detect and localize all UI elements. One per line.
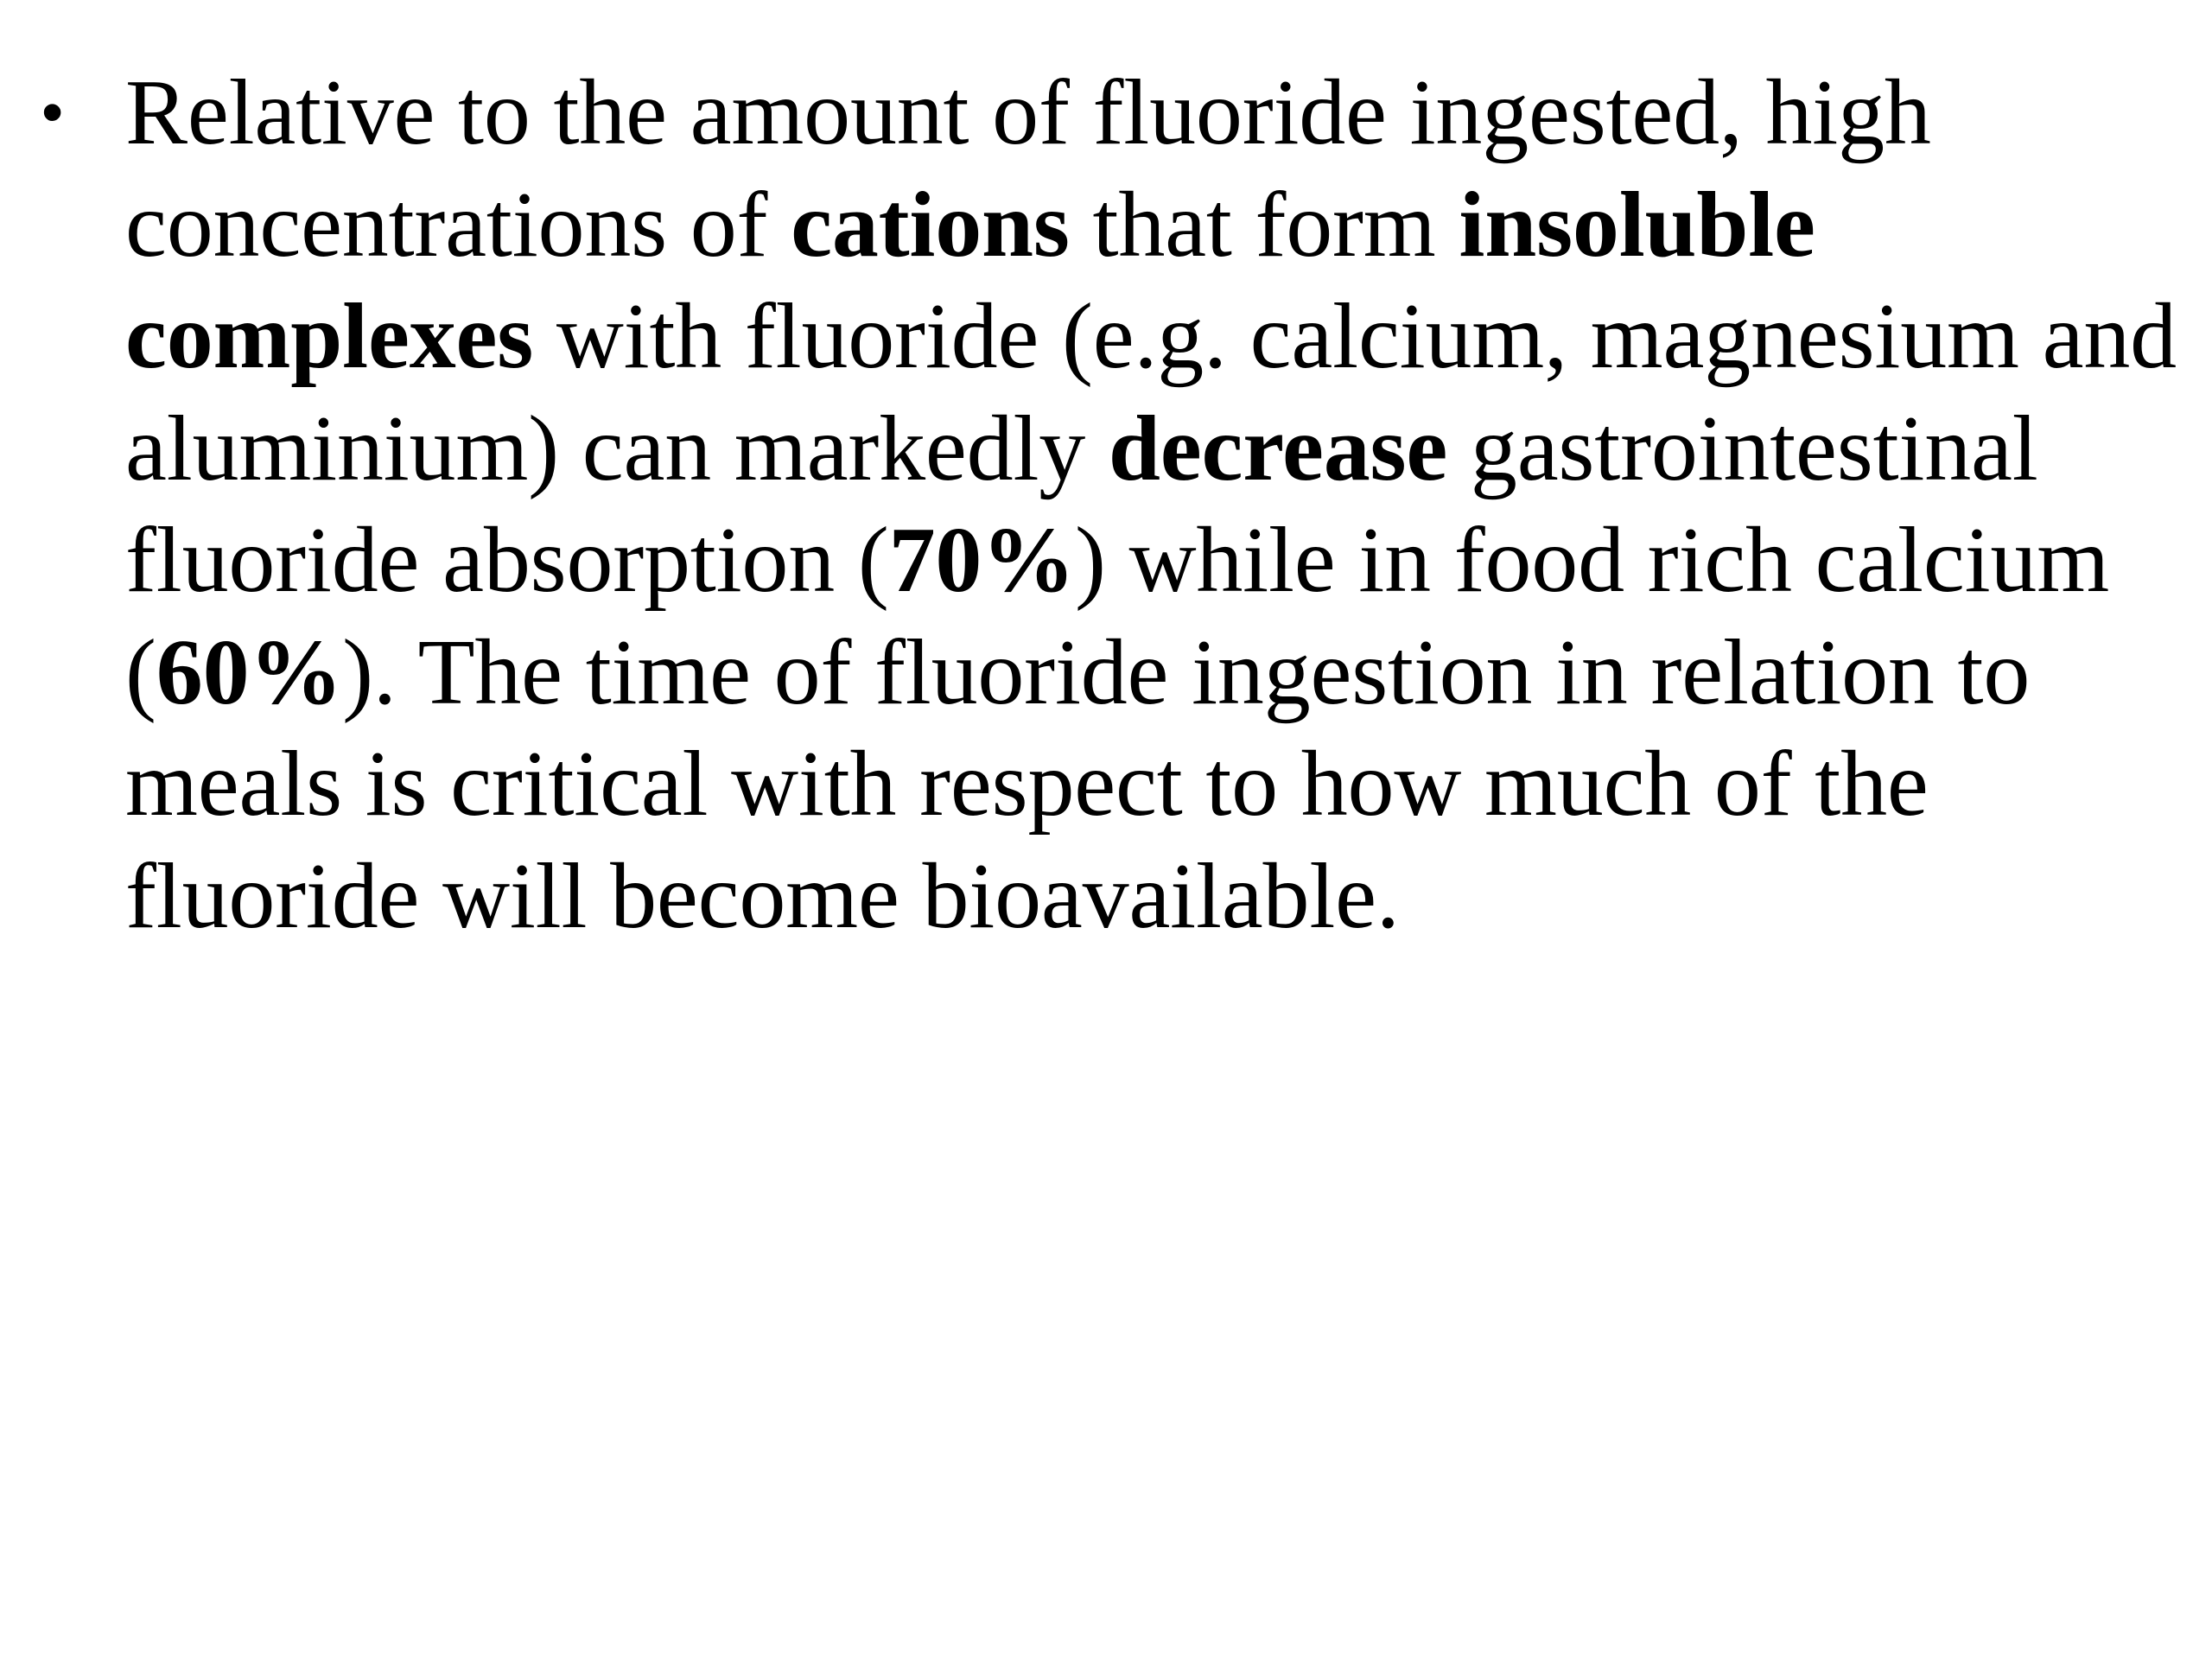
text-line-7 [125, 728, 2202, 841]
text-run: that form [1069, 173, 1459, 276]
text-line-3 [125, 281, 2202, 393]
text-line-8 [125, 841, 2202, 953]
emphasis-60-percent: 60% [156, 620, 343, 724]
text-run: meals is critical with respect to how much of the [125, 733, 1929, 836]
emphasis-insoluble: insoluble [1459, 173, 1815, 276]
text-run: ( [125, 620, 156, 724]
text-run: gastrointestinal [1447, 397, 2038, 500]
bullet-point-icon: • [41, 78, 64, 147]
text-run: Relative to the amount of fluoride ingested, high [125, 61, 1931, 164]
emphasis-cations: cations [791, 173, 1070, 276]
bullet-list [41, 57, 2202, 952]
text-run: concentrations of [125, 173, 791, 276]
bullet-item [41, 57, 2202, 952]
text-run: ). The time of fluoride ingestion in relation to [342, 620, 2031, 724]
text-line-1 [125, 57, 2202, 169]
text-line-5 [125, 505, 2202, 617]
text-line-2 [125, 169, 2202, 282]
text-run: ) while in food rich calcium [1075, 509, 2110, 612]
text-run: aluminium) can markedly [125, 397, 1109, 500]
text-line-4 [125, 393, 2202, 505]
text-run: fluoride absorption ( [125, 509, 889, 612]
emphasis-complexes: complexes [125, 285, 534, 388]
text-line-6 [125, 617, 2202, 729]
text-run: with fluoride (e.g. calcium, magnesium and [533, 285, 2177, 388]
emphasis-decrease: decrease [1108, 397, 1448, 500]
text-run: fluoride will become bioavailable. [125, 844, 1400, 948]
emphasis-70-percent: 70% [888, 509, 1075, 612]
